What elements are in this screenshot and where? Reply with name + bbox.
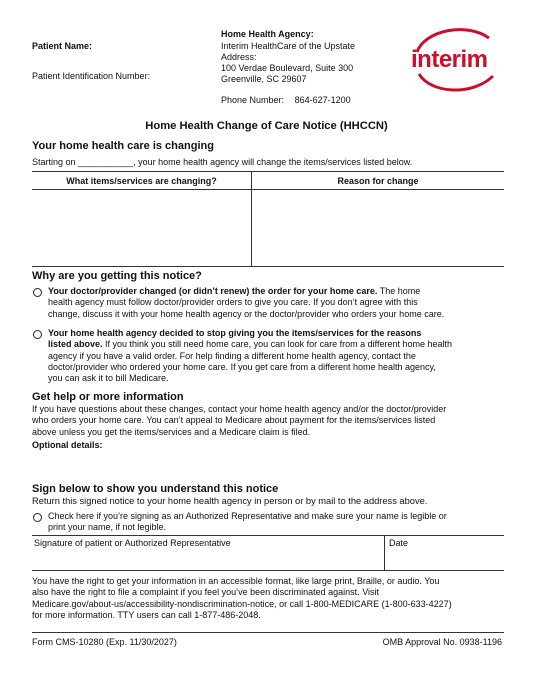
check-line-1: Check here if you’re signing as an Authorized Representative and make sure your name is legible or [48,511,447,521]
starting-line [32,157,412,168]
rights-line-4: for more information. TTY users can call 1-877-486-2048. [32,609,261,620]
option1-line-1: The home [377,286,421,296]
starting-date-blank[interactable]: ___________ [78,157,134,167]
patient-id-label: Patient Identification Number: [32,71,151,81]
rights-line-2: also have the right to file a complaint if you feel you’ve been discriminated against. Visit [32,587,380,598]
agency-city: Greenville, SC 29607 [221,74,307,84]
form-number: Form CMS-10280 (Exp. 11/30/2027) [32,637,177,647]
check-line-2: print your name, if not legible. [48,522,167,533]
option2-radio[interactable] [33,330,42,339]
starting-suffix: , your home health agency will change the items/services listed below. [133,157,413,167]
agency-street: 100 Verdae Boulevard, Suite 300 [221,63,354,73]
option2-line-1: If you think you still need home care, you can look for care from a different home health [102,339,453,350]
agency-address-label: Address: [221,52,257,62]
interim-logo [407,22,503,96]
help-line-2: who orders your home care. You can’t appeal to Medicare about payment for the items/services listed [32,415,436,426]
authorized-rep-radio[interactable] [33,513,42,522]
optional-details-field[interactable] [32,452,504,482]
option1-line-2: health agency must follow doctor/provider orders to give you care. If you don’t agree with this [48,297,418,308]
rights-line-3: Medicare.gov/about-us/accessibility-nondiscrimination-notice, or call 1-800-MEDICARE (1-800-633-4227) [32,598,452,609]
phone-value: 864-627-1200 [294,95,351,105]
section-sign-heading: Sign below to show you understand this notice [32,483,279,495]
signature-bottom-border [32,570,504,571]
patient-name-label: Patient Name: [32,41,93,51]
signature-label: Signature of patient or Authorized Representative [34,538,231,548]
signature-field[interactable] [32,549,384,569]
agency-name: Interim HealthCare of the Upstate [221,41,356,51]
starting-prefix: Starting on [32,157,76,167]
optional-details-label: Optional details: [32,440,103,450]
option2-bold-line2: listed above. [48,339,103,350]
section-help-heading: Get help or more information [32,391,184,403]
column-header-reason: Reason for change [337,176,419,186]
page-title: Home Health Change of Care Notice (HHCCN) [145,120,388,132]
help-line-1: If you have questions about these changes, contact your home health agency and/or the doctor/provider [32,404,447,414]
section-changing-heading: Your home health care is changing [32,140,214,152]
phone-row [221,95,351,106]
date-label: Date [389,538,409,548]
logo-text: interim [411,46,488,73]
option2-text [48,328,503,384]
option1-bold: Your doctor/provider changed (or didn’t renew) the order for your home care. [48,286,378,296]
option2-line-2: agency if you have a valid order. For help finding a different home health agency, contact the [48,350,416,361]
option2-line-3: doctor/provider who ordered your home care. If you get care from a different home health agency, [48,361,436,372]
option1-text [48,286,503,320]
rights-line-1: You have the right to get your information in an accessible format, like large print, Braille, or audio. You [32,576,440,586]
help-paragraph [32,404,502,438]
omb-approval: OMB Approval No. 0938-1196 [382,637,502,647]
phone-label: Phone Number: [221,95,285,105]
option2-bold-line1: Your home health agency decided to stop giving you the items/services for the reasons [48,328,422,338]
option1-radio[interactable] [33,288,42,297]
option2-line-4: you can ask it to bill Medicare. [48,373,169,384]
table-bottom-border [32,266,504,267]
table-top-border [32,171,504,172]
section-why-heading: Why are you getting this notice? [32,270,202,282]
option1-line-3: change, discuss it with your home health agency or the doctor/provider who orders your home care. [48,308,445,319]
footer-divider [32,632,504,633]
help-line-3: above unless you get the items/services and a Medicare claim is filed. [32,426,311,437]
rights-paragraph [32,576,502,621]
reason-cell[interactable] [252,190,504,266]
authorized-rep-text [48,511,503,534]
column-header-items: What items/services are changing? [66,176,217,186]
date-field[interactable] [385,549,504,569]
signature-top-border [32,535,504,536]
items-changing-cell[interactable] [32,190,251,266]
sign-instruction: Return this signed notice to your home health agency in person or by mail to the address above. [32,496,428,506]
agency-label: Home Health Agency: [221,29,314,39]
